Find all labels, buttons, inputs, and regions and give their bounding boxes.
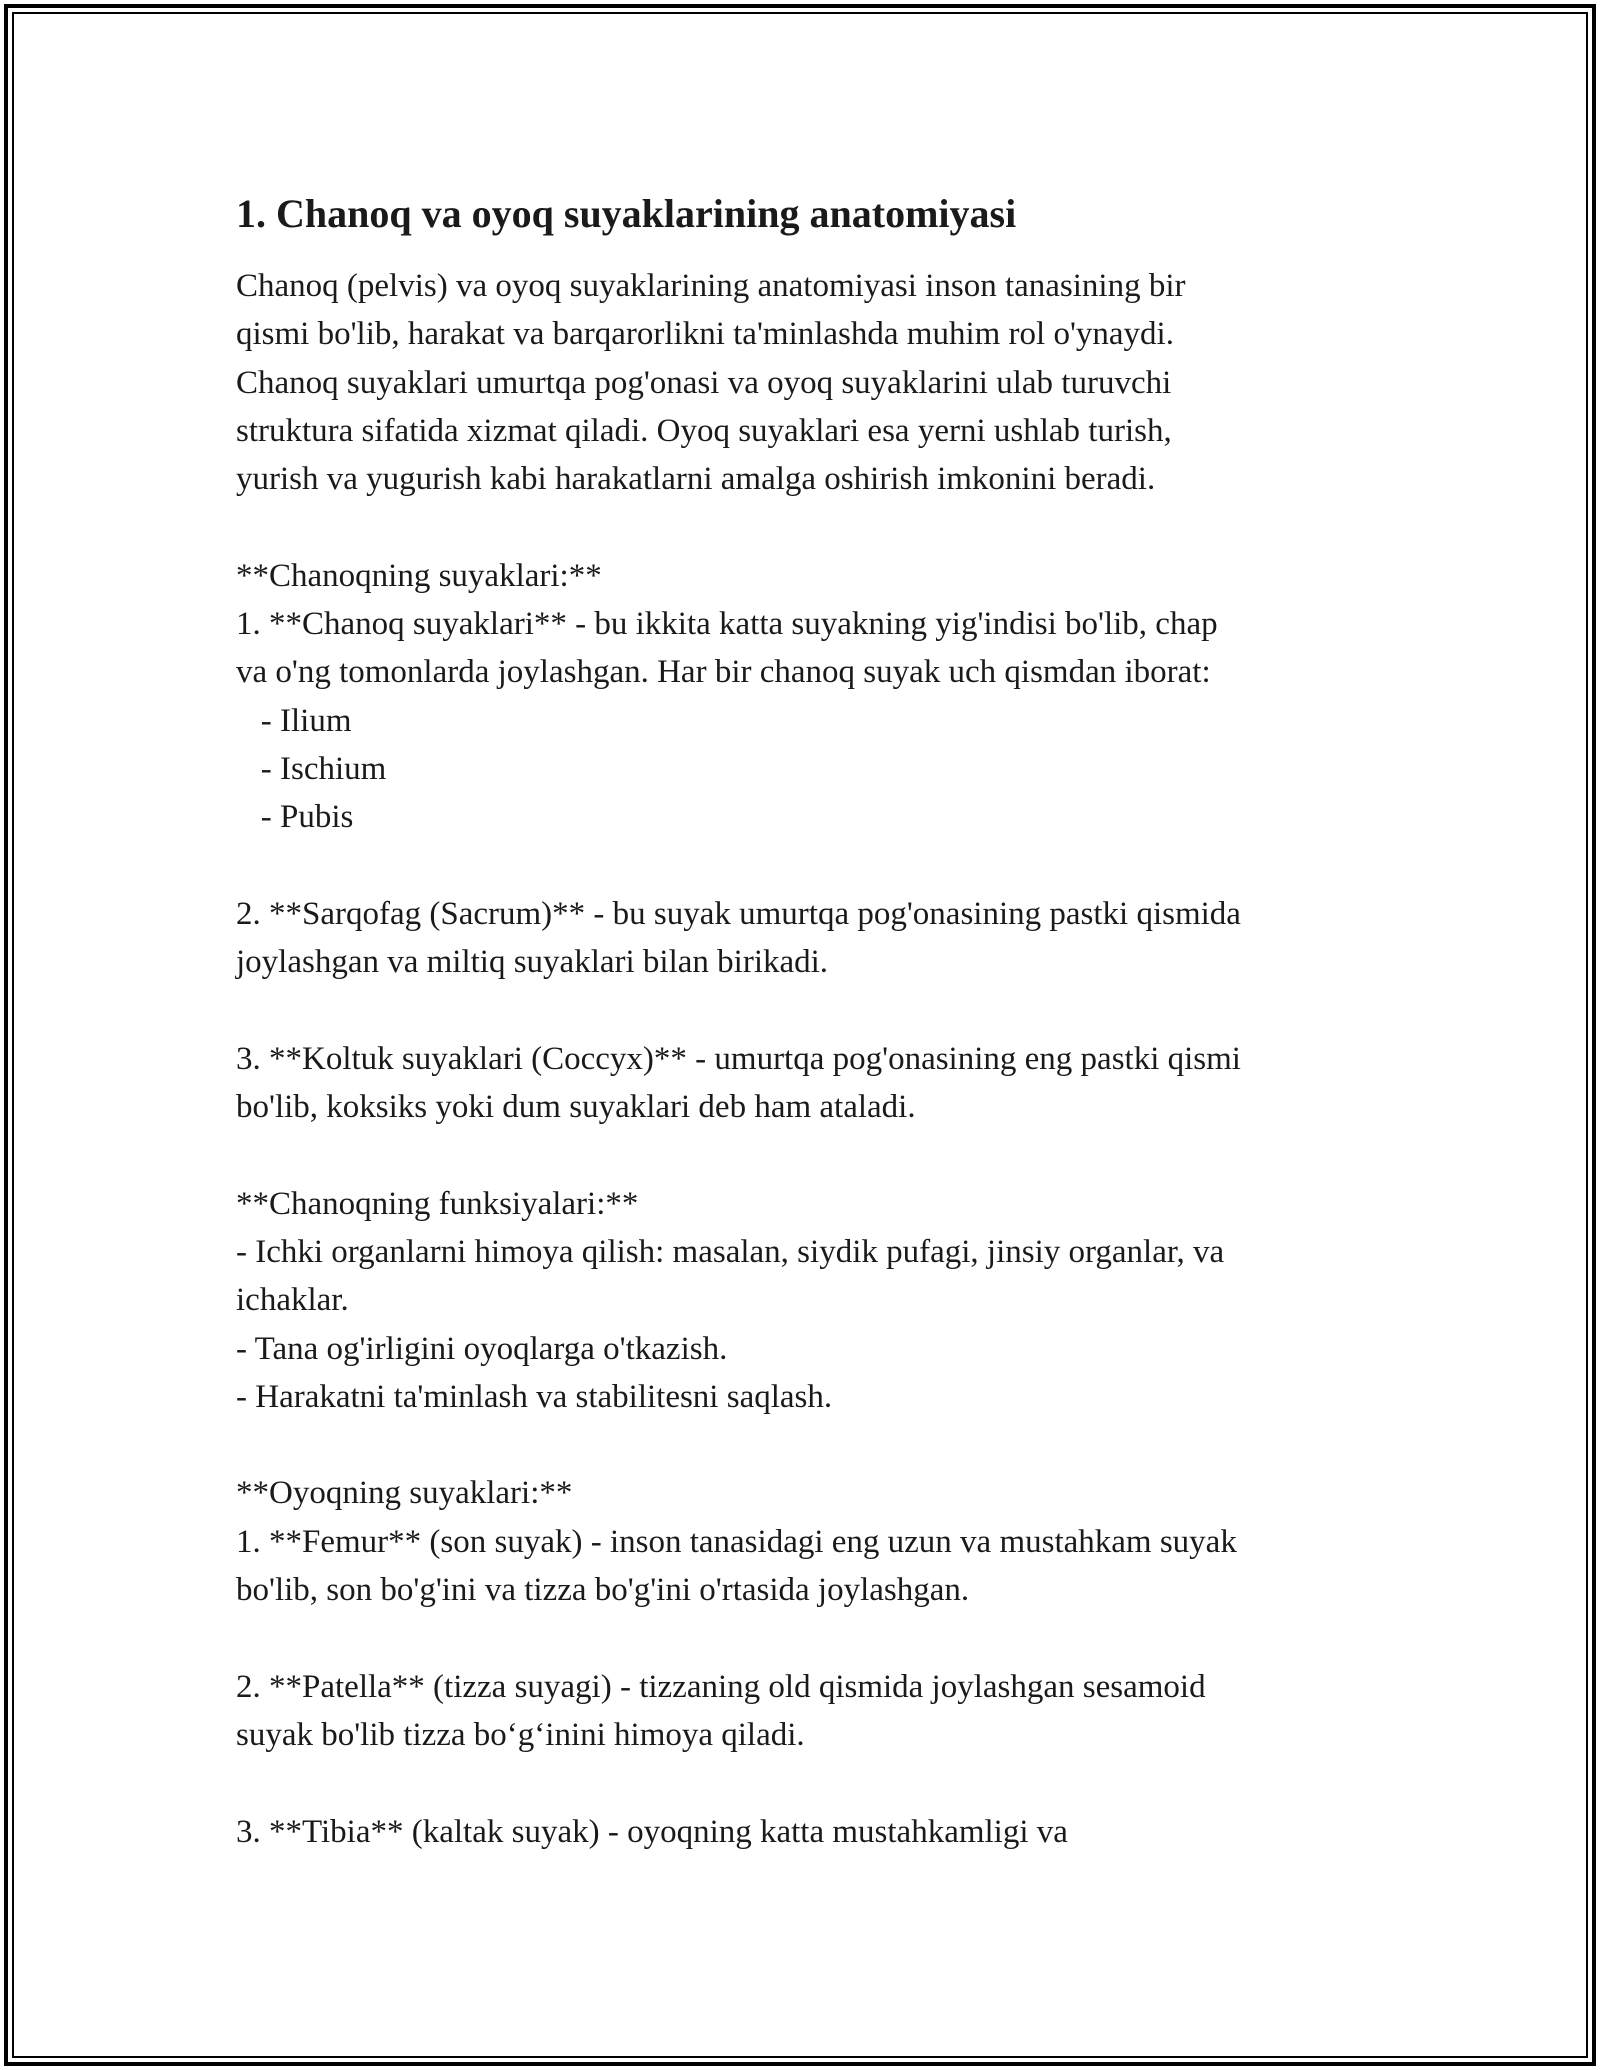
document-title: 1. Chanoq va oyoq suyaklarining anatomiyasi [236,191,1017,236]
text-line: **Oyoqning suyaklari:** [236,1475,573,1512]
text-line: bo'lib, koksiks yoki dum suyaklari deb ham ataladi. [236,1089,916,1126]
text-line: **Chanoqning funksiyalari:** [236,1185,639,1222]
text-line: 2. **Sarqofag (Sacrum)** - bu suyak umurtqa pog'onasining pastki qismida [236,895,1241,932]
blank-line [236,503,1366,551]
text-line: 3. **Koltuk suyaklari (Coccyx)** - umurtqa pog'onasining eng pastki qismi [236,1040,1241,1077]
text-line: - Harakatni ta'minlash va stabilitesni saqlash. [236,1378,833,1415]
blank-line [236,842,1366,890]
text-line: 2. **Patella** (tizza suyagi) - tizzaning old qismida joylashgan sesamoid [236,1668,1206,1705]
blank-line [236,1421,1366,1469]
text-line: - Ischium [236,750,387,787]
text-line: suyak bo'lib tizza bo‘g‘inini himoya qiladi. [236,1716,805,1753]
text-line: - Ichki organlarni himoya qilish: masalan, siydik pufagi, jinsiy organlar, va [236,1233,1225,1270]
text-line: - Ilium [236,702,352,739]
text-line: **Chanoqning suyaklari:** [236,557,602,594]
text-line: ichaklar. [236,1282,349,1319]
text-line: - Pubis [236,799,354,836]
text-line: joylashgan va miltiq suyaklari bilan birikadi. [236,944,829,981]
text-line: va o'ng tomonlarda joylashgan. Har bir chanoq suyak uch qismdan iborat: [236,654,1211,691]
text-line: 1. **Femur** (son suyak) - inson tanasidagi eng uzun va mustahkam suyak [236,1523,1237,1560]
text-line: struktura sifatida xizmat qiladi. Oyoq suyaklari esa yerni ushlab turish, [236,412,1172,449]
text-line: yurish va yugurish kabi harakatlarni amalga oshirish imkonini beradi. [236,461,1156,498]
text-line: 1. **Chanoq suyaklari** - bu ikkita katta suyakning yig'indisi bo'lib, chap [236,606,1218,643]
text-line: - Tana og'irligini oyoqlarga o'tkazish. [236,1330,728,1367]
blank-line [236,1614,1366,1662]
text-line: bo'lib, son bo'g'ini va tizza bo'g'ini o'rtasida joylashgan. [236,1572,970,1609]
blank-line [236,1131,1366,1179]
text-line: Chanoq (pelvis) va oyoq suyaklarining anatomiyasi inson tanasining bir [236,268,1186,304]
text-line: qismi bo'lib, harakat va barqarorlikni ta'minlashda muhim rol o'ynaydi. [236,316,1174,353]
text-line: Chanoq suyaklari umurtqa pog'onasi va oyoq suyaklarini ulab turuvchi [236,364,1172,401]
document-body [236,262,1366,1856]
text-line: 3. **Tibia** (kaltak suyak) - oyoqning katta mustahkamligi va [236,1813,1068,1850]
document-page [236,186,1366,1856]
blank-line [236,986,1366,1034]
blank-line [236,1759,1366,1807]
